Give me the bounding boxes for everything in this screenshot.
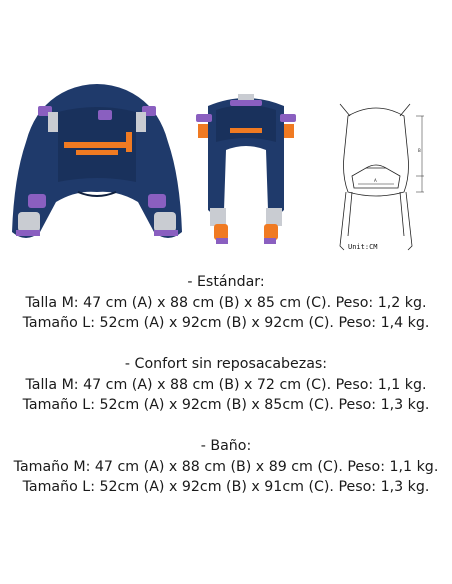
section-heading: - Estándar: — [187, 274, 265, 290]
spec-section-standard — [0, 272, 452, 334]
product-images — [0, 0, 452, 260]
spec-section-comfort — [0, 354, 452, 416]
section-heading: - Confort sin reposacabezas: — [124, 356, 328, 372]
spec-line: Tamaño L: 52cm (A) x 92cm (B) x 91cm (C). Peso: 1,3 kg. — [22, 479, 430, 495]
sling-dimension-diagram — [318, 96, 436, 264]
section-heading: - Baño: — [200, 438, 252, 454]
sling-comfort-photo — [188, 80, 304, 250]
unit-label: Unit:CM — [348, 243, 378, 251]
specifications — [0, 272, 452, 498]
spec-section-bath — [0, 436, 452, 498]
spec-line: Talla M: 47 cm (A) x 88 cm (B) x 85 cm (C). Peso: 1,2 kg. — [25, 294, 427, 311]
spec-line: Tamaño L: 52cm (A) x 92cm (B) x 92cm (C). Peso: 1,4 kg. — [22, 315, 430, 331]
spec-line: Tamaño L: 52cm (A) x 92cm (B) x 85cm (C). Peso: 1,3 kg. — [22, 397, 430, 413]
spec-line: Talla M: 47 cm (A) x 88 cm (B) x 72 cm (C). Peso: 1,1 kg. — [25, 376, 427, 393]
sling-standard-photo — [8, 82, 186, 250]
spec-line: Tamaño M: 47 cm (A) x 88 cm (B) x 89 cm (C). Peso: 1,1 kg. — [13, 458, 439, 475]
svg-text:B: B — [418, 148, 421, 153]
svg-text:A: A — [374, 178, 377, 183]
